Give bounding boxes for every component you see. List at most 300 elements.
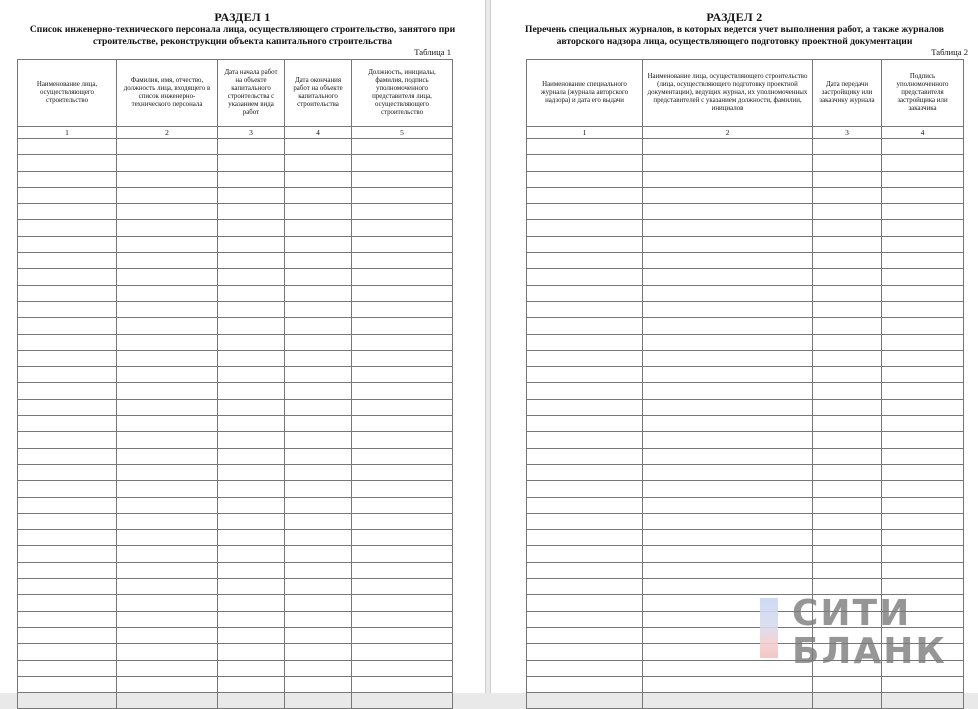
table-cell (218, 627, 285, 643)
table-cell (285, 432, 352, 448)
table-cell (813, 187, 882, 203)
table-cell (527, 204, 643, 220)
table-cell (285, 546, 352, 562)
table-cell (117, 627, 218, 643)
table-row (527, 318, 964, 334)
table-cell (643, 530, 813, 546)
table-cell (285, 464, 352, 480)
table-cell (882, 693, 964, 709)
table-cell (527, 220, 643, 236)
table-row (18, 301, 453, 317)
table-cell (643, 220, 813, 236)
table-row (527, 220, 964, 236)
column-number: 1 (527, 127, 643, 139)
table-cell (643, 171, 813, 187)
table-cell (352, 562, 453, 578)
table-row (18, 693, 453, 709)
table-cell (527, 693, 643, 709)
table-cell (882, 220, 964, 236)
table-cell (527, 155, 643, 171)
table-cell (285, 253, 352, 269)
logo-gradient-bar (760, 598, 778, 658)
table-row (527, 367, 964, 383)
table-cell (352, 513, 453, 529)
personnel-table (17, 59, 453, 709)
table-cell (218, 383, 285, 399)
table-cell (352, 155, 453, 171)
table-cell (285, 448, 352, 464)
table-cell (352, 644, 453, 660)
table-cell (117, 253, 218, 269)
table-cell (117, 611, 218, 627)
table-row (18, 464, 453, 480)
table-row (18, 155, 453, 171)
table-cell (117, 350, 218, 366)
table-cell (352, 448, 453, 464)
table-cell (285, 513, 352, 529)
table-cell (527, 350, 643, 366)
table-cell (18, 627, 117, 643)
table-cell (527, 644, 643, 660)
column-header: Фамилия, имя, отчество, должность лица, входящего в список инженерно-технического персонала (117, 60, 218, 127)
table-cell (527, 139, 643, 155)
table-cell (643, 367, 813, 383)
table-cell (18, 611, 117, 627)
table-cell (527, 464, 643, 480)
table-row (18, 530, 453, 546)
table-cell (527, 301, 643, 317)
table-row (527, 187, 964, 203)
table-row (18, 595, 453, 611)
table-row (18, 383, 453, 399)
table-cell (18, 139, 117, 155)
table-cell (285, 399, 352, 415)
table-1-label: Таблица 1 (414, 47, 451, 57)
table-cell (813, 432, 882, 448)
table-row (527, 562, 964, 578)
table-cell (643, 318, 813, 334)
table-cell (643, 416, 813, 432)
table-cell (882, 562, 964, 578)
table-row (527, 236, 964, 252)
table-row (527, 464, 964, 480)
table-cell (527, 448, 643, 464)
table-cell (643, 432, 813, 448)
table-cell (18, 301, 117, 317)
table-cell (218, 611, 285, 627)
table-cell (527, 513, 643, 529)
table-cell (117, 546, 218, 562)
table-cell (643, 579, 813, 595)
table-cell (352, 383, 453, 399)
table-cell (117, 595, 218, 611)
column-number-row (527, 127, 964, 139)
table-cell (882, 204, 964, 220)
table-cell (352, 611, 453, 627)
table-cell (352, 530, 453, 546)
table-cell (218, 448, 285, 464)
table-cell (352, 269, 453, 285)
table-cell (285, 220, 352, 236)
table-cell (352, 171, 453, 187)
table-row (18, 432, 453, 448)
table-cell (527, 627, 643, 643)
table-cell (285, 611, 352, 627)
table-cell (352, 187, 453, 203)
column-header: Дата начала работ на объекте капитального строительства с указанием вида работ (218, 60, 285, 127)
table-cell (643, 562, 813, 578)
table-cell (117, 155, 218, 171)
table-cell (117, 367, 218, 383)
table-cell (218, 546, 285, 562)
table-cell (18, 546, 117, 562)
table-row (527, 497, 964, 513)
table-row (527, 513, 964, 529)
table-cell (18, 693, 117, 709)
table-cell (527, 187, 643, 203)
table-cell (813, 530, 882, 546)
table-cell (117, 171, 218, 187)
table-cell (352, 318, 453, 334)
table-cell (527, 562, 643, 578)
table-cell (813, 301, 882, 317)
table-row (18, 660, 453, 676)
citi-blank-logo (760, 593, 960, 672)
table-cell (18, 367, 117, 383)
table-row (18, 269, 453, 285)
table-cell (813, 497, 882, 513)
logo-text-line2: БЛАНК (792, 631, 947, 672)
table-cell (285, 236, 352, 252)
table-cell (117, 285, 218, 301)
table-cell (352, 204, 453, 220)
table-cell (285, 595, 352, 611)
column-number: 2 (643, 127, 813, 139)
table-cell (117, 383, 218, 399)
column-header: Дата передачи застройщику или заказчику журнала (813, 60, 882, 127)
column-header: Должность, инициалы, фамилия, подпись уполномоченного представителя лица, осуществляющего строительство (352, 60, 453, 127)
table-cell (527, 253, 643, 269)
table-cell (18, 448, 117, 464)
table-cell (18, 399, 117, 415)
table-row (18, 187, 453, 203)
table-cell (352, 367, 453, 383)
table-2-label: Таблица 2 (931, 47, 968, 57)
table-cell (643, 464, 813, 480)
table-cell (18, 676, 117, 692)
table-cell (218, 530, 285, 546)
table-cell (218, 562, 285, 578)
table-row (18, 611, 453, 627)
table-cell (527, 579, 643, 595)
table-row (18, 546, 453, 562)
table-cell (882, 399, 964, 415)
left-page (0, 0, 486, 693)
table-cell (117, 301, 218, 317)
table-cell (18, 350, 117, 366)
table-cell (117, 676, 218, 692)
table-cell (813, 464, 882, 480)
table-cell (18, 416, 117, 432)
table-row (18, 513, 453, 529)
table-cell (18, 171, 117, 187)
table-cell (882, 448, 964, 464)
table-header-row (18, 60, 453, 127)
table-row (527, 253, 964, 269)
table-cell (18, 432, 117, 448)
section-2-title: РАЗДЕЛ 2 (706, 10, 763, 24)
table-cell (643, 399, 813, 415)
table-cell (18, 513, 117, 529)
table-cell (882, 334, 964, 350)
table-row (527, 546, 964, 562)
table-cell (643, 269, 813, 285)
table-cell (218, 269, 285, 285)
table-cell (285, 301, 352, 317)
table-cell (117, 579, 218, 595)
table-row (527, 155, 964, 171)
table-row (527, 139, 964, 155)
table-cell (117, 562, 218, 578)
table-cell (352, 595, 453, 611)
table-cell (117, 334, 218, 350)
table-cell (643, 693, 813, 709)
table-cell (218, 693, 285, 709)
table-cell (882, 530, 964, 546)
table-cell (285, 318, 352, 334)
table-cell (18, 530, 117, 546)
table-cell (882, 367, 964, 383)
table-cell (117, 220, 218, 236)
table-cell (527, 236, 643, 252)
table-cell (352, 579, 453, 595)
column-number: 3 (218, 127, 285, 139)
table-cell (117, 693, 218, 709)
section-2-subtitle: Перечень специальных журналов, в которых ведется учет выполнения работ, а также журналов авторского надзора лица, осуществляющего подготовку проектной документации (525, 24, 944, 47)
table-row (527, 693, 964, 709)
table-row (527, 481, 964, 497)
table-cell (285, 171, 352, 187)
table-cell (117, 448, 218, 464)
table-cell (882, 350, 964, 366)
table-cell (285, 367, 352, 383)
table-cell (285, 204, 352, 220)
column-header: Наименование лица, осуществляющего строительство (лица, осуществляющего подготовку проектной документации), ведущих журнал, их уполномоченных представителей с указанием должности, фамилии, инициалов (643, 60, 813, 127)
table-cell (218, 350, 285, 366)
table-cell (18, 318, 117, 334)
table-cell (285, 155, 352, 171)
table-row (527, 416, 964, 432)
table-row (527, 171, 964, 187)
table-cell (527, 416, 643, 432)
table-cell (643, 301, 813, 317)
table-cell (352, 301, 453, 317)
table-cell (643, 253, 813, 269)
table-row (18, 562, 453, 578)
table-cell (285, 285, 352, 301)
table-cell (813, 416, 882, 432)
table-cell (218, 236, 285, 252)
column-header: Наименование лица, осуществляющего строительство (18, 60, 117, 127)
table-cell (527, 383, 643, 399)
table-cell (117, 513, 218, 529)
column-number: 4 (882, 127, 964, 139)
table-cell (218, 416, 285, 432)
table-row (527, 269, 964, 285)
table-cell (643, 155, 813, 171)
right-page (490, 0, 978, 693)
table-cell (352, 253, 453, 269)
table-cell (218, 318, 285, 334)
table-cell (285, 562, 352, 578)
table-cell (218, 660, 285, 676)
table-row (18, 676, 453, 692)
table-row (527, 285, 964, 301)
table-cell (18, 220, 117, 236)
table-cell (117, 416, 218, 432)
table-cell (218, 367, 285, 383)
table-cell (643, 139, 813, 155)
table-cell (813, 693, 882, 709)
table-row (18, 350, 453, 366)
table-cell (882, 171, 964, 187)
table-cell (285, 187, 352, 203)
table-row (18, 253, 453, 269)
table-cell (643, 334, 813, 350)
table-cell (18, 285, 117, 301)
table-cell (813, 513, 882, 529)
table-cell (18, 253, 117, 269)
table-row (18, 627, 453, 643)
table-row (527, 676, 964, 692)
table-cell (285, 416, 352, 432)
table-row (18, 367, 453, 383)
table-cell (352, 220, 453, 236)
table-cell (218, 220, 285, 236)
table-cell (882, 383, 964, 399)
table-cell (882, 546, 964, 562)
table-cell (882, 676, 964, 692)
table-cell (643, 448, 813, 464)
table-cell (285, 693, 352, 709)
table-cell (117, 464, 218, 480)
table-cell (18, 481, 117, 497)
table-cell (18, 187, 117, 203)
table-cell (643, 497, 813, 513)
table-cell (813, 334, 882, 350)
table-cell (813, 236, 882, 252)
table-row (18, 171, 453, 187)
table-row (18, 579, 453, 595)
table-row (18, 220, 453, 236)
table-cell (218, 497, 285, 513)
table-cell (643, 676, 813, 692)
table-cell (527, 171, 643, 187)
table-cell (882, 318, 964, 334)
table-cell (813, 269, 882, 285)
table-cell (882, 416, 964, 432)
table-cell (527, 530, 643, 546)
table-cell (352, 660, 453, 676)
table-cell (18, 236, 117, 252)
column-number-row (18, 127, 453, 139)
table-cell (813, 399, 882, 415)
table-cell (117, 399, 218, 415)
table-cell (527, 481, 643, 497)
table-cell (218, 334, 285, 350)
table-cell (352, 399, 453, 415)
table-cell (643, 187, 813, 203)
table-cell (813, 171, 882, 187)
table-cell (527, 676, 643, 692)
table-cell (117, 497, 218, 513)
table-cell (527, 595, 643, 611)
table-cell (117, 530, 218, 546)
column-number: 1 (18, 127, 117, 139)
table-cell (882, 285, 964, 301)
table-cell (352, 627, 453, 643)
column-header: Дата окончания работ на объекте капитального строительства (285, 60, 352, 127)
table-cell (813, 204, 882, 220)
table-cell (352, 432, 453, 448)
table-cell (352, 236, 453, 252)
table-cell (285, 530, 352, 546)
table-row (527, 383, 964, 399)
table-cell (643, 285, 813, 301)
column-header: Подпись уполномоченного представителя застройщика или заказчика (882, 60, 964, 127)
table-row (527, 432, 964, 448)
table-cell (882, 301, 964, 317)
table-cell (18, 595, 117, 611)
table-cell (218, 155, 285, 171)
table-row (527, 350, 964, 366)
table-cell (813, 676, 882, 692)
table-cell (882, 497, 964, 513)
table-cell (285, 481, 352, 497)
table-cell (882, 481, 964, 497)
table-row (18, 285, 453, 301)
table-cell (18, 464, 117, 480)
table-row (18, 399, 453, 415)
table-cell (117, 660, 218, 676)
table-row (527, 301, 964, 317)
table-cell (218, 301, 285, 317)
table-cell (813, 481, 882, 497)
table-cell (882, 513, 964, 529)
column-header: Наименование специального журнала (журнала авторского надзора) и дата его выдачи (527, 60, 643, 127)
table-row (527, 204, 964, 220)
table-cell (285, 139, 352, 155)
table-cell (813, 546, 882, 562)
table-cell (117, 139, 218, 155)
table-row (527, 399, 964, 415)
table-cell (352, 416, 453, 432)
table-cell (218, 253, 285, 269)
table-cell (882, 187, 964, 203)
table-cell (285, 627, 352, 643)
logo-text-line1: СИТИ (792, 593, 912, 634)
table-cell (218, 432, 285, 448)
table-header-row (527, 60, 964, 127)
table-cell (352, 334, 453, 350)
table-cell (643, 236, 813, 252)
table-cell (352, 676, 453, 692)
table-cell (527, 318, 643, 334)
table-cell (527, 367, 643, 383)
table-cell (285, 644, 352, 660)
table-cell (117, 481, 218, 497)
table-cell (218, 399, 285, 415)
